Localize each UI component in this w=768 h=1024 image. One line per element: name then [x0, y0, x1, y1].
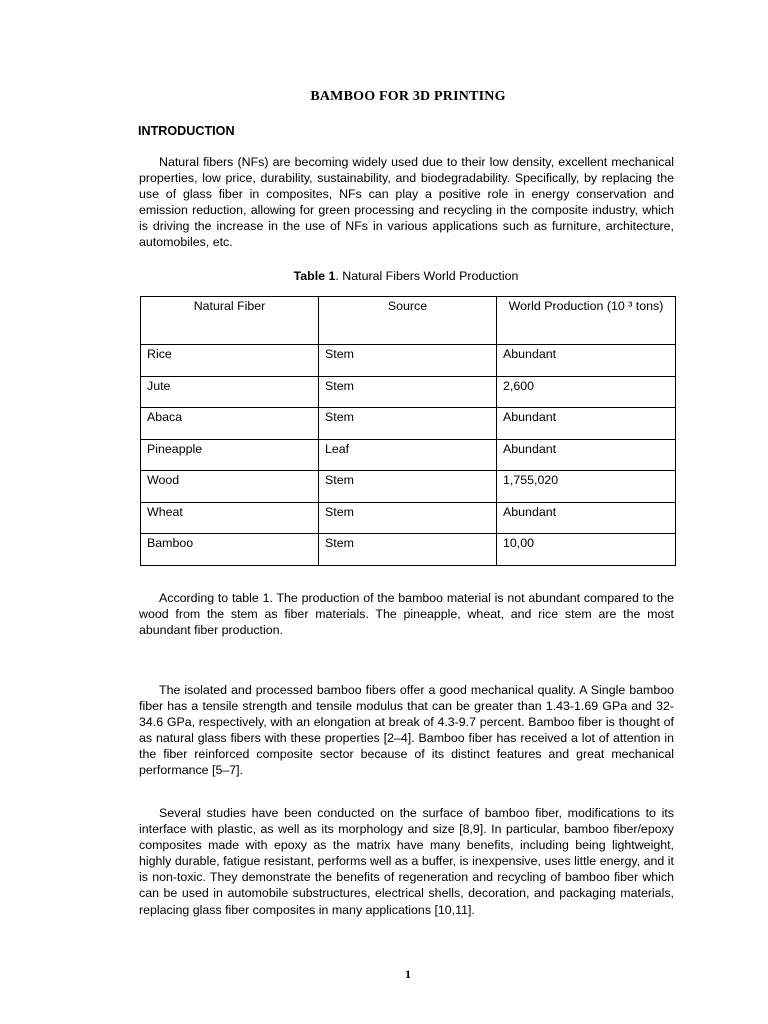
table-header-row	[141, 297, 676, 345]
table-cell: Abundant	[497, 502, 676, 534]
table-caption	[0, 268, 768, 284]
table-row	[141, 534, 676, 566]
table-header-cell: Natural Fiber	[141, 297, 319, 345]
paragraph-bamboo-properties: The isolated and processed bamboo fibers offer a good mechanical quality. A Single bamboo fiber has a tensile strength and tensile modulus that can be greater than 1.43-1.69 GPa and 32-34.6 GPa, respectively, with an elongation at break of 4.3-9.7 percent. Bamboo fiber is thought of as natural glass fibers with these properties [2–4]. Bamboo fiber has received a lot of attention in the fiber reinforced composite sector because of its distinct features and great mechanical performance [5–7].	[139, 683, 674, 778]
table-header-cell: World Production (10 ³ tons)	[497, 297, 676, 345]
table-caption-label: Table 1	[293, 269, 336, 283]
table-row	[141, 408, 676, 440]
table-cell: Leaf	[319, 439, 497, 471]
table-cell: Stem	[319, 345, 497, 377]
table-row	[141, 376, 676, 408]
table-header-cell: Source	[319, 297, 497, 345]
table-cell: 2,600	[497, 376, 676, 408]
table-cell: Rice	[141, 345, 319, 377]
paragraph-table-discussion: According to table 1. The production of the bamboo material is not abundant compared to the wood from the stem as fiber materials. The pineapple, wheat, and rice stem are the most abundant fiber production.	[139, 591, 674, 638]
table-cell: Bamboo	[141, 534, 319, 566]
table-row	[141, 439, 676, 471]
table-row	[141, 502, 676, 534]
table-row	[141, 345, 676, 377]
paragraph-bamboo-studies: Several studies have been conducted on the surface of bamboo fiber, modifications to its interface with plastic, as well as its morphology and size [8,9]. In particular, bamboo fiber/epoxy composites made with epoxy as the matrix have many benefits, including being lightweight, highly durable, fatigue resistant, performs well as a buffer, is inexpensive, uses little energy, and it is non-toxic. They demonstrate the benefits of regeneration and recycling of bamboo fiber which can be used in automobile substructures, electrical shells, decoration, and packaging materials, replacing glass fiber composites in many applications [10,11].	[139, 806, 674, 917]
document-title: BAMBOO FOR 3D PRINTING	[310, 89, 506, 104]
table-cell: Wood	[141, 471, 319, 503]
page-number: 1	[405, 967, 411, 981]
paragraph-intro: Natural fibers (NFs) are becoming widely used due to their low density, excellent mechanical properties, low price, durability, sustainability, and biodegradability. Specifically, by replacing the use of glass fiber in composites, NFs can play a positive role in energy conservation and emission reduction, allowing for green processing and recycling in the composite industry, which is driving the increase in the use of NFs in various applications such as furniture, architecture, automobiles, etc.	[139, 155, 674, 250]
table-cell: Abaca	[141, 408, 319, 440]
section-heading: INTRODUCTION	[138, 124, 235, 138]
table-row	[141, 471, 676, 503]
table-cell: Wheat	[141, 502, 319, 534]
table-cell: Pineapple	[141, 439, 319, 471]
table-cell: Stem	[319, 534, 497, 566]
table-cell: Abundant	[497, 439, 676, 471]
table-cell: Stem	[319, 471, 497, 503]
table-caption-text: . Natural Fibers World Production	[335, 269, 519, 283]
table-cell: Stem	[319, 408, 497, 440]
table-cell: 1,755,020	[497, 471, 676, 503]
table-cell: Abundant	[497, 408, 676, 440]
table-cell: Stem	[319, 502, 497, 534]
table-cell: Abundant	[497, 345, 676, 377]
table-cell: Jute	[141, 376, 319, 408]
natural-fibers-table	[140, 296, 676, 566]
table-cell: Stem	[319, 376, 497, 408]
table-cell: 10,00	[497, 534, 676, 566]
